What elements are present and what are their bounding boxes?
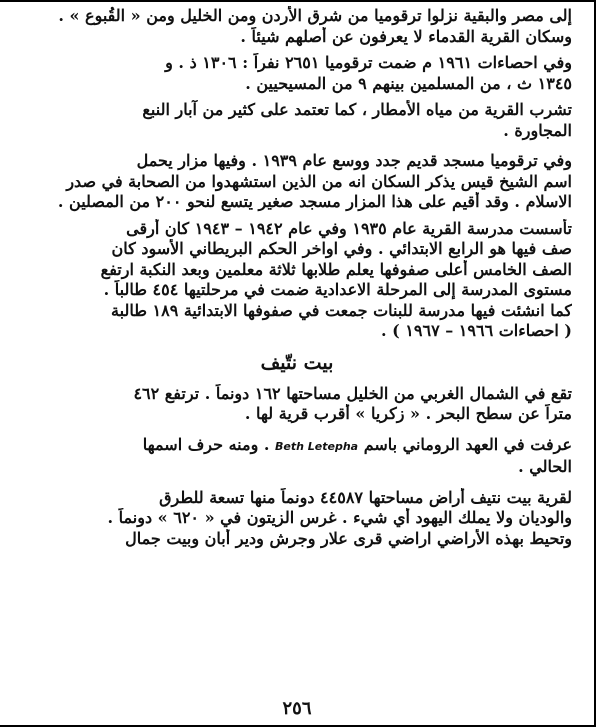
text-line: لقرية بيت نتيف أراض مساحتها ٤٤٥٨٧ دونماً منها تسعة للطرق xyxy=(159,487,572,507)
text-line: مستوى المدرسة إلى المرحلة الاعدادية ضمت في مرحلتيها ٤٥٤ طالباً . xyxy=(103,280,572,299)
text-line: ( احصاءات ١٩٦٦ – ١٩٦٧ ) . xyxy=(381,321,572,340)
paragraph-mosque xyxy=(22,151,572,213)
paragraph-location xyxy=(22,384,572,425)
text-line: الحالي . xyxy=(518,457,572,476)
page-number: ٢٥٦ xyxy=(282,698,312,719)
paragraph-origins xyxy=(22,6,572,47)
text-line: وتحيط بهذه الأراضي اراضي قرى علار وجرش ودير أبان وبيت جمال xyxy=(125,528,572,548)
text-line: المجاورة . xyxy=(503,120,572,140)
paragraph-history xyxy=(22,435,572,478)
section-heading: بيت نتّيف xyxy=(260,351,334,374)
text-line: وفي احصاءات ١٩٦١ م ضمت ترقوميا ٢٦٥١ نفراً : ١٣٠٦ ذ . و xyxy=(165,53,572,72)
text-line: اسم الشيخ قيس يذكر السكان انه من الذين استشهدوا من الصحابة في صدر xyxy=(66,171,572,191)
text-line: الصف الخامس أعلى صفوفها يعلم طلابها ثلاثة معلمين وبعد النكبة ارتفع xyxy=(100,259,572,279)
paragraph-school xyxy=(22,219,572,342)
text-line xyxy=(22,435,572,458)
text-line: متراً عن سطح البحر . « زكريا » أقرب قرية لها . xyxy=(244,404,572,423)
text-line: كما انشئت فيها مدرسة للبنات جمعت في صفوفها الابتدائية ١٨٩ طالبة xyxy=(111,300,572,320)
page-content xyxy=(22,6,572,549)
paragraph-water xyxy=(22,100,572,141)
text-line: تأسست مدرسة القرية عام ١٩٣٥ وفي عام ١٩٤٢ – ١٩٤٣ كان أرقى xyxy=(126,218,572,238)
text-segment: . ومنه حرف اسمها xyxy=(142,434,270,454)
text-line: صف فيها هو الرابع الابتدائي . وفي اواخر الحكم البريطاني الأسود كان xyxy=(111,239,572,258)
paragraph-census xyxy=(22,53,572,94)
text-segment: عرفت في العهد الروماني باسم xyxy=(363,434,572,454)
text-line: ١٣٤٥ ث ، من المسلمين بينهم ٩ من المسيحيين . xyxy=(245,73,572,93)
text-line: تشرب القرية من مياه الأمطار ، كما تعتمد على كثير من آبار النبع xyxy=(142,100,572,119)
text-line: الاسلام . وقد أقيم على هذا المزار مسجد صغير يتسع لنحو ٢٠٠ من المصلين . xyxy=(57,192,572,211)
latin-place-name: Beth Letepha xyxy=(275,439,359,453)
text-line: وسكان القرية القدماء لا يعرفون عن أصلهم شيئاً . xyxy=(240,26,572,46)
text-line: وفي ترقوميا مسجد قديم جدد ووسع عام ١٩٣٩ . وفيها مزار يحمل xyxy=(136,151,572,170)
text-line: والوديان ولا يملك اليهود أي شيء . غرس الزيتون في « ٦٢٠ » دونماً . xyxy=(107,508,572,527)
text-line: إلى مصر والبقية نزلوا ترقوميا من شرق الأردن ومن الخليل ومن « القُبوع » . xyxy=(58,6,572,25)
text-line: تقع في الشمال الغربي من الخليل مساحتها ١٦٢ دونماً . ترتفع ٤٦٢ xyxy=(133,383,572,403)
top-border xyxy=(0,0,594,2)
paragraph-lands xyxy=(22,488,572,550)
